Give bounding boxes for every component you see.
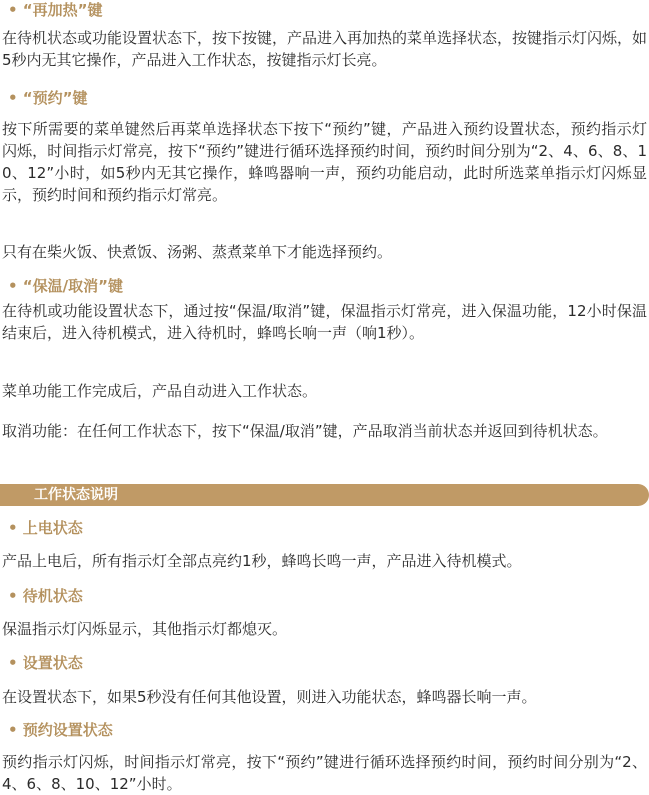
heading-power-on-state: • 上电状态	[8, 519, 83, 537]
heading-setting-state: • 设置状态	[8, 654, 83, 672]
heading-keep-warm-key: • “保温/取消”键	[8, 277, 124, 295]
paragraph-power-on-state: 产品上电后，所有指示灯全部点亮约1秒，蜂鸣长鸣一声，产品进入待机模式。	[2, 552, 522, 570]
paragraph-reserve-setting-state: 预约指示灯闪烁，时间指示灯常亮，按下“预约”键进行循环选择预约时间，预约时间分别为“2、4、6、8、10、12”小时。	[2, 753, 647, 793]
section-title-bar	[0, 484, 649, 506]
paragraph-reheat-key: 在待机状态或功能设置状态下，按下按键，产品进入再加热的菜单选择状态，按键指示灯闪烁，如5秒内无其它操作，产品进入工作状态，按键指示灯长亮。	[2, 29, 648, 69]
heading-standby-state: • 待机状态	[8, 587, 83, 605]
paragraph-cancel-function: 取消功能：在任何工作状态下，按下“保温/取消”键，产品取消当前状态并返回到待机状态。	[2, 422, 608, 440]
paragraph-reserve-note: 只有在柴火饭、快煮饭、汤粥、蒸煮菜单下才能选择预约。	[2, 243, 393, 261]
paragraph-auto-work: 菜单功能工作完成后，产品自动进入工作状态。	[2, 382, 318, 400]
paragraph-reserve-key: 按下所需要的菜单键然后再菜单选择状态下按下“预约”键，产品进入预约设置状态，预约指示灯闪烁，时间指示灯常亮，按下“预约”键进行循环选择预约时间，预约时间分别为“2、4、6、8、10、12”小时，如5秒内无其它操作，蜂鸣器响一声，预约功能启动，此时所选菜单指示灯闪烁显示，预约时间和预约指示灯常亮。	[2, 120, 647, 204]
heading-reheat-key: • “再加热”键	[8, 1, 103, 19]
paragraph-standby-state: 保温指示灯闪烁显示，其他指示灯都熄灭。	[2, 620, 288, 638]
paragraph-keep-warm-key: 在待机或功能设置状态下，通过按“保温/取消”键，保温指示灯常亮，进入保温功能，12小时保温结束后，进入待机模式，进入待机时，蜂鸣长响一声（响1秒）。	[2, 302, 647, 342]
heading-reserve-key: • “预约”键	[8, 89, 88, 107]
section-title: 工作状态说明	[34, 487, 118, 503]
heading-reserve-setting-state: • 预约设置状态	[8, 721, 113, 739]
paragraph-setting-state: 在设置状态下，如果5秒没有任何其他设置，则进入功能状态，蜂鸣器长响一声。	[2, 688, 537, 706]
